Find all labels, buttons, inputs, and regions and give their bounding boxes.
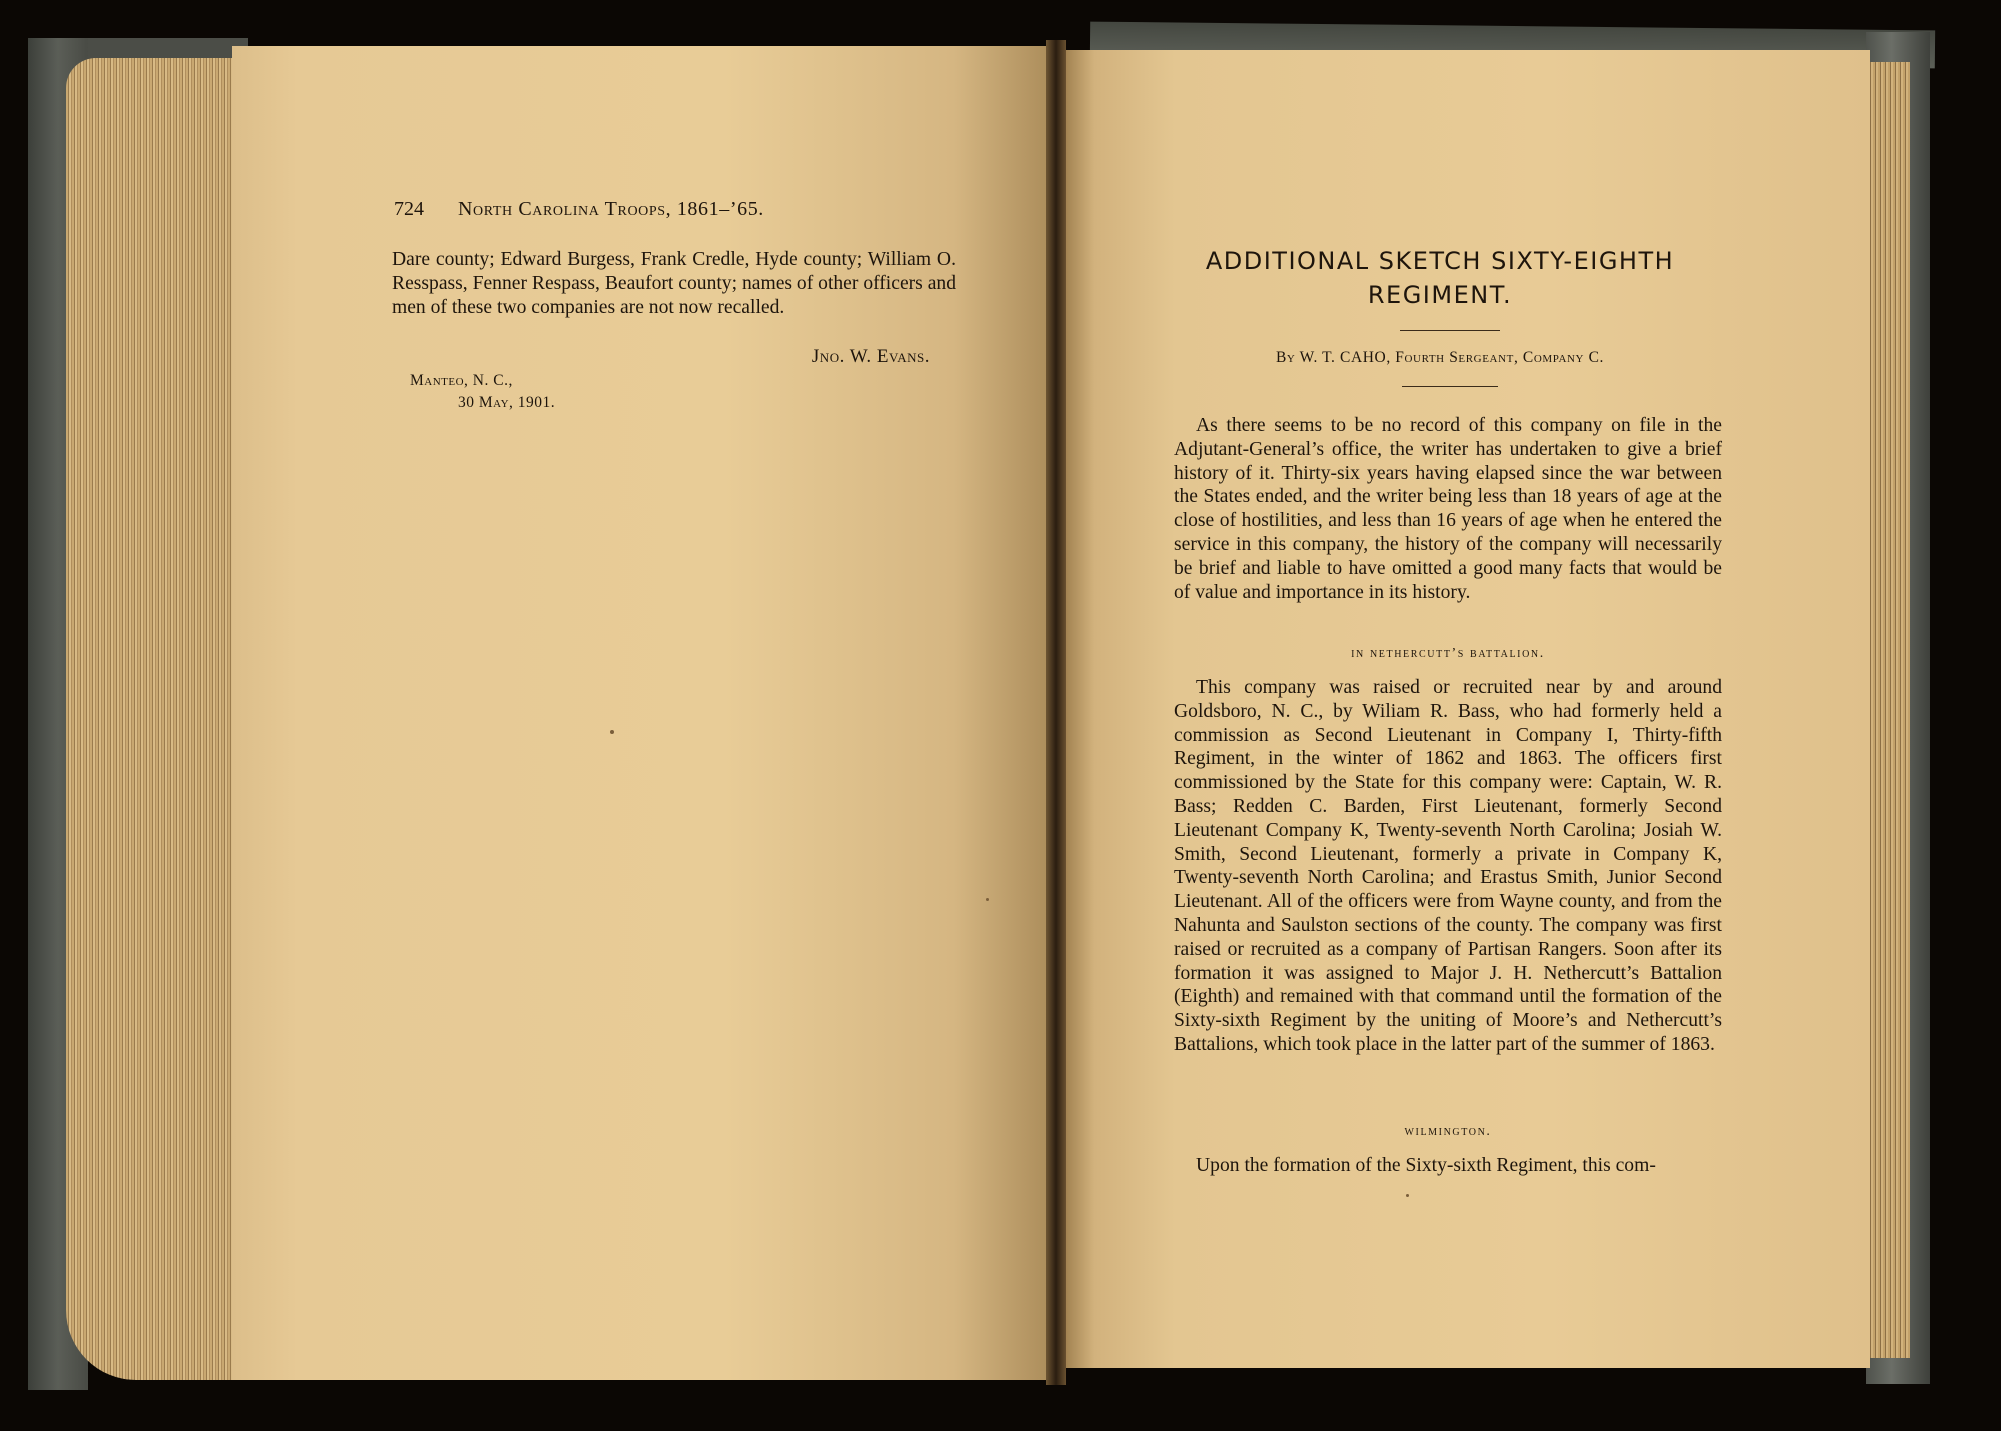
left-page-paragraph: Dare county; Edward Burgess, Frank Credle, Hyde county; William O. Resspass, Fenner Respass, Beaufort county; names of other officers and men of these two companies are not now recalled.	[392, 249, 956, 318]
title-rule	[1400, 330, 1500, 331]
signature-date: 30 May, 1901.	[458, 394, 556, 411]
left-page	[232, 46, 1052, 1380]
byline: By W. T. CAHO, Fourth Sergeant, Company C.	[1275, 349, 1604, 366]
running-head	[394, 198, 954, 221]
chapter-title: ADDITIONAL SKETCH SIXTY-EIGHTH REGIMENT.	[1205, 247, 1675, 309]
page-number: 724	[394, 198, 424, 220]
signature-place: Manteo, N. C.,	[410, 372, 513, 389]
paragraph-company-history: This company was raised or recruited near by and around Goldsboro, N. C., by Wiliam R. Bass, who had formerly held a commission as Second Lieutenant in Company I, Thirty-fifth Regiment, in the winter of 1862 and 1863. The officers first commissioned by the State for this company were: Captain, W. R. Bass; Redden C. Barden, First Lieutenant, formerly Second Lieutenant Company K, Twenty-seventh North Carolina; Josiah W. Smith, Second Lieutenant, formerly a private in Company K, Twenty-seventh North Carolina; and Erastus Smith, Junior Second Lieutenant. All of the officers were from Wayne county, and from the Nahunta and Saulston sections of the county. The company was first raised or recruited as a company of Partisan Rangers. Soon after its formation it was assigned to Major J. H. Nethercutt’s Battalion (Eighth) and remained with that command until the formation of the Sixty-sixth Regiment by the uniting of Moore’s and Nethercutt’s Battalions, which took place in the latter part of the summer of 1863.	[1174, 677, 1722, 1055]
paper-speck	[610, 730, 614, 734]
paragraph-wilmington: Upon the formation of the Sixty-sixth Regiment, this com-	[1196, 1155, 1656, 1176]
section-heading-nethercutt: in nethercutt’s battalion.	[1351, 646, 1545, 661]
section-heading-wilmington: wilmington.	[1404, 1124, 1492, 1139]
paper-speck	[986, 898, 989, 901]
paragraph-intro: As there seems to be no record of this company on file in the Adjutant-General’s office, the writer has undertaken to give a brief history of it. Thirty-six years having elapsed since the war between the States ended, and the writer being less than 18 years of age at the close of hostilities, and less than 16 years of age when he entered the service in this company, the history of the company will necessarily be brief and liable to have omitted a good many facts that would be of value and importance in its history.	[1174, 415, 1722, 603]
page-edges-left	[66, 58, 242, 1380]
paper-speck	[1406, 1194, 1409, 1197]
signature: Jno. W. Evans.	[811, 346, 930, 367]
book-gutter	[1046, 40, 1066, 1385]
page-edges-right	[1868, 62, 1910, 1358]
byline-rule	[1402, 386, 1498, 387]
running-title: North Carolina Troops, 1861–’65.	[458, 198, 764, 220]
